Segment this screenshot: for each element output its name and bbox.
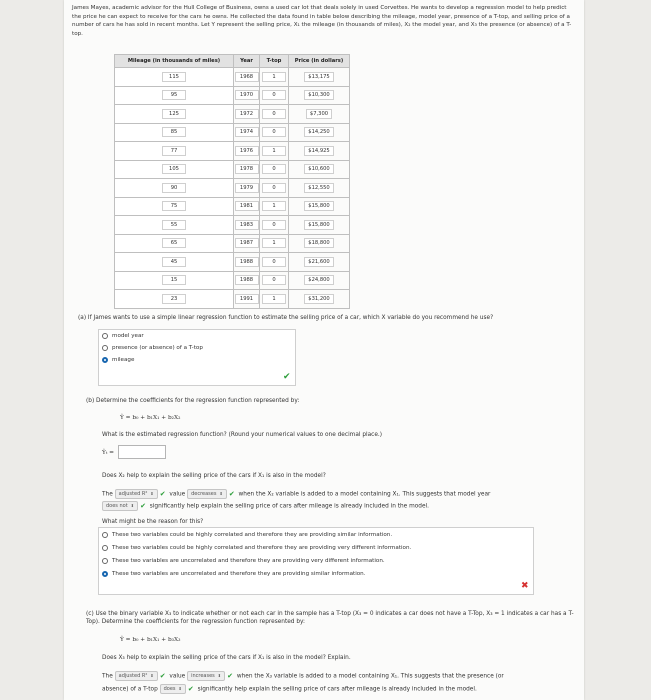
cell-value: 0 [262, 90, 286, 100]
radio-button[interactable] [102, 558, 108, 564]
part-b-x2-question: Does X₂ help to explain the selling price of the cars if X₁ is also in the model? [102, 473, 326, 479]
price-cell [289, 234, 350, 253]
mileage-cell [115, 160, 234, 179]
cell-value: 1972 [235, 109, 259, 119]
part-c-formula: Ŷ = b₀ + b₁X₁ + b₃X₃ [120, 637, 181, 643]
table-row [115, 290, 350, 309]
year-cell [234, 86, 260, 105]
table-row [115, 160, 350, 179]
option-label: These two variables are uncorrelated and therefore they are providing very different information. [112, 558, 385, 564]
cell-value: 0 [262, 164, 286, 174]
cell-value: 0 [262, 183, 286, 193]
correct-check-icon: ✔ [159, 489, 166, 498]
year-cell [234, 197, 260, 216]
yhat-label: Ŷₜ = [102, 450, 114, 456]
cell-value: $24,800 [304, 275, 333, 285]
table-row [115, 142, 350, 161]
radio-button[interactable] [102, 532, 108, 538]
chevron-down-icon: ⬍ [217, 673, 222, 678]
header-ttop: T-top [260, 55, 289, 68]
ttop-cell [260, 290, 289, 309]
cell-value: $21,600 [304, 257, 333, 267]
price-cell [289, 179, 350, 198]
price-cell [289, 271, 350, 290]
cell-value: 95 [162, 90, 186, 100]
ttop-cell [260, 216, 289, 235]
reason-question: What might be the reason for this? [102, 519, 204, 525]
correct-check-icon: ✔ [227, 671, 234, 680]
table-row [115, 123, 350, 142]
year-cell [234, 123, 260, 142]
mileage-cell [115, 86, 234, 105]
price-cell [289, 68, 350, 87]
cell-value: 1976 [235, 146, 259, 156]
text: absence) of a T-top [102, 686, 158, 693]
year-cell [234, 68, 260, 87]
cell-value: 90 [162, 183, 186, 193]
ttop-cell [260, 179, 289, 198]
mileage-cell [115, 197, 234, 216]
text: significantly help explain the selling price of cars after mileage is already included in the model. [149, 503, 429, 510]
cell-value: 1 [262, 294, 286, 304]
price-cell [289, 142, 350, 161]
dropdown-value: does [163, 686, 176, 692]
chevron-down-icon: ⬍ [130, 503, 135, 508]
cell-value: $18,800 [304, 238, 333, 248]
cell-value: $10,600 [304, 164, 333, 174]
part-c-x3-question: Does X₃ help to explain the selling price of the cars if X₁ is also in the model? Explain. [102, 655, 351, 661]
cell-value: 77 [162, 146, 186, 156]
radio-button[interactable] [102, 345, 108, 351]
mileage-cell [115, 68, 234, 87]
mileage-cell [115, 234, 234, 253]
ttop-cell [260, 271, 289, 290]
part-a-option-mileage[interactable] [102, 357, 134, 363]
correct-check-icon: ✔ [140, 501, 146, 510]
price-cell [289, 160, 350, 179]
year-cell [234, 160, 260, 179]
part-a-option-model-year[interactable] [102, 333, 144, 339]
text: when the X₃ variable is added to a model containing X₁. This suggests that the presence (or [236, 673, 504, 680]
header-year: Year [234, 55, 260, 68]
dropdown-value: adjusted R² [118, 491, 148, 497]
mileage-cell [115, 253, 234, 272]
chevron-down-icon: ⬍ [178, 686, 182, 691]
cell-value: 0 [262, 109, 286, 119]
ttop-cell [260, 105, 289, 124]
ttop-cell [260, 68, 289, 87]
part-c-sentence-1 [102, 671, 580, 681]
year-cell [234, 253, 260, 272]
table-row [115, 271, 350, 290]
cell-value: 1968 [235, 72, 259, 82]
header-price: Price (in dollars) [289, 55, 350, 68]
cell-value: 125 [162, 109, 186, 119]
price-cell [289, 197, 350, 216]
dropdown-value: does not [106, 503, 128, 509]
mileage-cell [115, 123, 234, 142]
price-cell [289, 216, 350, 235]
mileage-cell [115, 179, 234, 198]
correct-check-icon: ✔ [228, 489, 235, 498]
cell-value: 85 [162, 127, 186, 137]
table-row [115, 86, 350, 105]
significance-dropdown[interactable] [102, 501, 138, 511]
year-cell [234, 216, 260, 235]
cell-value: $14,250 [304, 127, 333, 137]
cell-value: 0 [262, 127, 286, 137]
cell-value: 1991 [235, 294, 259, 304]
reason-option-1[interactable] [102, 532, 392, 538]
cell-value: 0 [262, 257, 286, 267]
year-cell [234, 234, 260, 253]
year-cell [234, 142, 260, 161]
table-row [115, 68, 350, 87]
mileage-cell [115, 290, 234, 309]
correct-check-icon: ✔ [159, 671, 166, 680]
regression-function-input[interactable] [118, 445, 166, 459]
cell-value: $12,550 [304, 183, 333, 193]
mileage-cell [115, 105, 234, 124]
cell-value: 105 [162, 164, 186, 174]
cell-value: 1970 [235, 90, 259, 100]
price-cell [289, 253, 350, 272]
cell-value: 1978 [235, 164, 259, 174]
cell-value: 1 [262, 72, 286, 82]
cell-value: 1988 [235, 257, 259, 267]
table-row [115, 234, 350, 253]
part-b-sentence-1 [102, 489, 577, 499]
adjusted-r2-dropdown[interactable] [115, 489, 158, 499]
text: significantly help explain the selling price of cars after mileage is already included in the model. [197, 686, 477, 693]
year-cell [234, 105, 260, 124]
part-b-question: (b) Determine the coefficients for the regression function represented by: [86, 398, 300, 404]
text: The [102, 491, 113, 498]
chevron-down-icon: ⬍ [150, 673, 154, 678]
text: value [169, 673, 186, 680]
radio-button-selected[interactable] [102, 357, 108, 363]
option-label: These two variables could be highly correlated and therefore they are providing very different information. [112, 545, 412, 551]
ttop-cell [260, 160, 289, 179]
text: The [102, 673, 113, 680]
cell-value: $15,800 [304, 220, 333, 230]
cell-value: 115 [162, 72, 186, 82]
ttop-cell [260, 86, 289, 105]
cell-value: 1974 [235, 127, 259, 137]
chevron-down-icon: ⬍ [219, 491, 223, 496]
ttop-cell [260, 253, 289, 272]
cell-value: 0 [262, 220, 286, 230]
table-row [115, 179, 350, 198]
part-c-question: (c) Use the binary variable X₃ to indicate whether or not each car in the sample has a T-top (X₃ = 0 indicates a car does not have a T-Top, X₃ = 1 indicates a car has a T-Top). Determine the coefficients for the regression function represented by: [86, 611, 574, 625]
cell-value: $14,925 [304, 146, 333, 156]
cell-value: 1 [262, 238, 286, 248]
cell-value: 1987 [235, 238, 259, 248]
cell-value: 1979 [235, 183, 259, 193]
part-b-prompt: What is the estimated regression function? (Round your numerical values to one decimal place.) [102, 432, 383, 438]
table-row [115, 197, 350, 216]
part-a-option-ttop[interactable] [102, 345, 203, 351]
ttop-cell [260, 123, 289, 142]
part-b-formula: Ŷ = b₀ + b₁X₁ + b₂X₂ [120, 415, 181, 421]
year-cell [234, 179, 260, 198]
mileage-cell [115, 271, 234, 290]
correct-check-icon: ✔ [187, 684, 194, 693]
question-page [64, 0, 584, 700]
cell-value: 0 [262, 275, 286, 285]
cell-value: $7,300 [306, 109, 332, 119]
price-cell [289, 123, 350, 142]
radio-button[interactable] [102, 545, 108, 551]
part-b-sentence-2 [102, 501, 577, 511]
reason-option-3[interactable] [102, 558, 385, 564]
change-direction-dropdown[interactable] [187, 671, 225, 681]
text: value [169, 491, 186, 498]
cell-value: 1988 [235, 275, 259, 285]
cell-value: 23 [162, 294, 186, 304]
cell-value: 65 [162, 238, 186, 248]
table-row [115, 216, 350, 235]
change-direction-dropdown[interactable] [187, 489, 227, 499]
price-cell [289, 86, 350, 105]
adjusted-r2-dropdown[interactable] [115, 671, 158, 681]
cell-value: 1 [262, 201, 286, 211]
cell-value: 45 [162, 257, 186, 267]
chevron-down-icon: ⬍ [150, 491, 154, 496]
cell-value: 55 [162, 220, 186, 230]
incorrect-x-icon: ✖ [521, 581, 529, 591]
text: when the X₂ variable is added to a model containing X₁. This suggests that model year [238, 491, 491, 498]
part-c-sentence-2 [102, 684, 580, 694]
dropdown-value: decreases [191, 491, 217, 497]
cell-value: 75 [162, 201, 186, 211]
mileage-cell [115, 142, 234, 161]
ttop-cell [260, 142, 289, 161]
significance-dropdown[interactable] [160, 684, 186, 694]
table-row [115, 105, 350, 124]
table-row [115, 253, 350, 272]
price-cell [289, 290, 350, 309]
year-cell [234, 271, 260, 290]
year-cell [234, 290, 260, 309]
radio-button[interactable] [102, 333, 108, 339]
cell-value: 1981 [235, 201, 259, 211]
cell-value: $10,300 [304, 90, 333, 100]
ttop-cell [260, 234, 289, 253]
option-label: These two variables are uncorrelated and therefore they are providing similar information. [112, 571, 366, 577]
reason-option-2[interactable] [102, 545, 411, 551]
problem-intro: James Mayes, academic advisor for the Hull College of Business, owns a used car lot that deals solely in used Corvettes. He wants to develop a regression model to help predict the price he can expect to receive for the cars he owns. He collected the data found in table below describing the mileage, model year, presence of a T-top, and selling price of a number of cars he has sold in recent months. Let Y represent the selling price, X₁ the mileage (in thousands of miles), X₂ the model year, and X₃ the presence (or absence) of a T-top. [72, 5, 572, 37]
cell-value: $13,175 [304, 72, 333, 82]
mileage-cell [115, 216, 234, 235]
radio-button-selected[interactable] [102, 571, 108, 577]
option-label: model year [112, 333, 144, 339]
cell-value: 1 [262, 146, 286, 156]
part-a-question: (a) If James wants to use a simple linear regression function to estimate the selling price of a car, which X variable do you recommend he use? [78, 315, 494, 321]
price-cell [289, 105, 350, 124]
cell-value: $31,200 [304, 294, 333, 304]
cell-value: 1983 [235, 220, 259, 230]
cell-value: $15,800 [304, 201, 333, 211]
table-header-row [115, 55, 350, 68]
ttop-cell [260, 197, 289, 216]
correct-check-icon: ✔ [283, 372, 291, 382]
reason-option-4[interactable] [102, 571, 366, 577]
option-label: mileage [112, 357, 135, 363]
option-label: presence (or absence) of a T-top [112, 345, 203, 351]
dropdown-value: adjusted R² [118, 673, 148, 679]
data-table [114, 54, 350, 309]
option-label: These two variables could be highly correlated and therefore they are providing similar information. [112, 532, 393, 538]
header-mileage: Mileage (in thousands of miles) [115, 55, 234, 68]
cell-value: 15 [162, 275, 186, 285]
dropdown-value: increases [191, 673, 215, 679]
